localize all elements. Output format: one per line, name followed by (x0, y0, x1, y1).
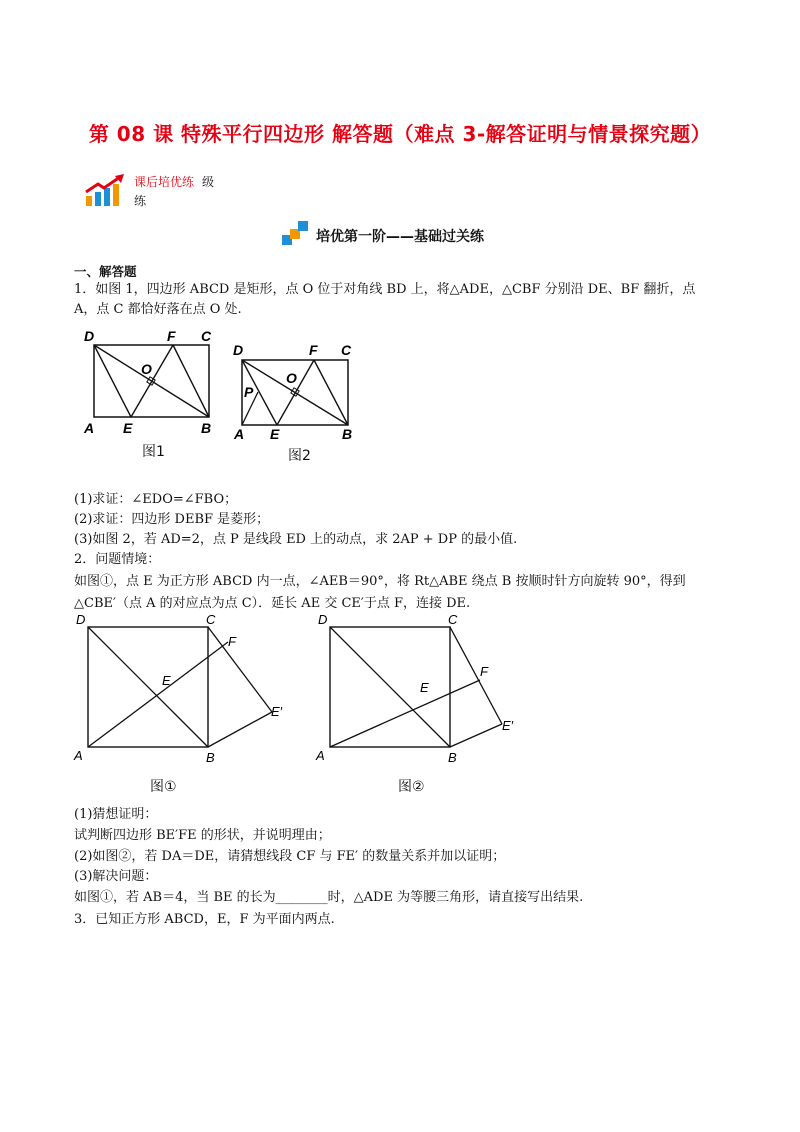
part-heading: 一、解答题 (74, 264, 137, 279)
fig1-label-a: A (84, 420, 95, 436)
figure-4-caption: 图② (398, 779, 425, 795)
figure-4 (312, 612, 542, 772)
figure-2 (228, 340, 368, 445)
stairs-icon (282, 219, 310, 247)
problem-2-question-3: (3)解决问题： (74, 869, 158, 884)
fig1-label-b: B (201, 420, 212, 436)
figure-3-caption: 图① (150, 779, 177, 795)
problem-1-line-1: 1．如图 1，四边形 ABCD 是矩形，点 O 位于对角线 BD 上，将△ADE，△CBF 分别沿 DE、BF 翻折，点 (74, 282, 696, 297)
problem-2-question-1: (1)猜想证明： (74, 807, 158, 822)
fig3-label-a: A (74, 748, 83, 763)
fig4-label-c: C (448, 612, 458, 627)
badge-black-text-1: 级 (202, 175, 215, 189)
badge-black-text-2: 练 (134, 194, 147, 208)
fig1-label-f: F (167, 328, 176, 344)
fig4-label-f: F (480, 664, 488, 679)
figure-3 (70, 612, 300, 772)
fig1-label-d: D (84, 328, 95, 344)
figure-1-caption: 图1 (142, 444, 165, 460)
fig4-label-b: B (448, 750, 457, 765)
figure-2-caption: 图2 (288, 448, 311, 464)
problem-1-question-3: (3)如图 2，若 AD=2，点 P 是线段 ED 上的动点，求 2AP + DP 的最小值. (74, 532, 518, 547)
fig3-label-f: F (228, 634, 236, 649)
badge-red-text: 课后培优练 (134, 175, 195, 189)
fig2-label-p: P (244, 384, 254, 400)
problem-2-heading: 2．问题情境： (74, 552, 161, 567)
fig2-label-f: F (309, 342, 318, 358)
fig2-label-o: O (286, 370, 297, 386)
fig4-label-d: D (318, 612, 328, 627)
fig3-label-d: D (76, 612, 86, 627)
problem-2-question-3-body: 如图①，若 AB＝4，当 BE 的长为________时，△ADE 为等腰三角形，请直接写出结果. (74, 890, 584, 905)
page-title: 第 08 课 特殊平行四边形 解答题（难点 3-解答证明与情景探究题） (88, 122, 712, 146)
fig4-label-a: A (316, 748, 325, 763)
problem-1-question-1: (1)求证：∠EDO=∠FBO； (74, 492, 238, 507)
fig3-label-e: E (162, 673, 171, 688)
fig4-label-e-prime: E′ (502, 718, 514, 733)
fig3-label-b: B (206, 750, 215, 765)
fig3-label-e-prime: E′ (271, 704, 283, 719)
fig1-label-c: C (201, 328, 212, 344)
section-title: 培优第一阶——基础过关练 (316, 229, 484, 245)
fig2-label-b: B (342, 426, 353, 442)
problem-1-question-2: (2)求证：四边形 DEBF 是菱形； (74, 512, 270, 527)
fig2-label-d: D (233, 342, 244, 358)
fig1-label-o: O (141, 361, 152, 377)
problem-2-line-1: 如图①，点 E 为正方形 ABCD 内一点，∠AEB＝90°，将 Rt△ABE 绕点 B 按顺时针方向旋转 90°，得到 (74, 574, 686, 589)
fig4-label-e: E (420, 680, 429, 695)
fig1-label-e: E (123, 420, 133, 436)
chart-growth-logo-icon (84, 174, 128, 208)
problem-2-question-1-body: 试判断四边形 BE′FE 的形状，并说明理由； (74, 828, 331, 843)
fig2-label-e: E (270, 426, 280, 442)
fig3-label-c: C (206, 612, 216, 627)
figure-1 (78, 325, 228, 440)
problem-2-line-2: △CBE′（点 A 的对应点为点 C）．延长 AE 交 CE′于点 F，连接 DE. (74, 596, 471, 611)
problem-2-question-2: (2)如图②，若 DA＝DE，请猜想线段 CF 与 FE′ 的数量关系并加以证明； (74, 849, 506, 864)
fig2-label-c: C (341, 342, 352, 358)
problem-3-line-1: 3．已知正方形 ABCD，E，F 为平面内两点. (74, 912, 335, 927)
problem-1-line-2: A，点 C 都恰好落在点 O 处. (74, 302, 242, 317)
fig2-label-a: A (234, 426, 245, 442)
